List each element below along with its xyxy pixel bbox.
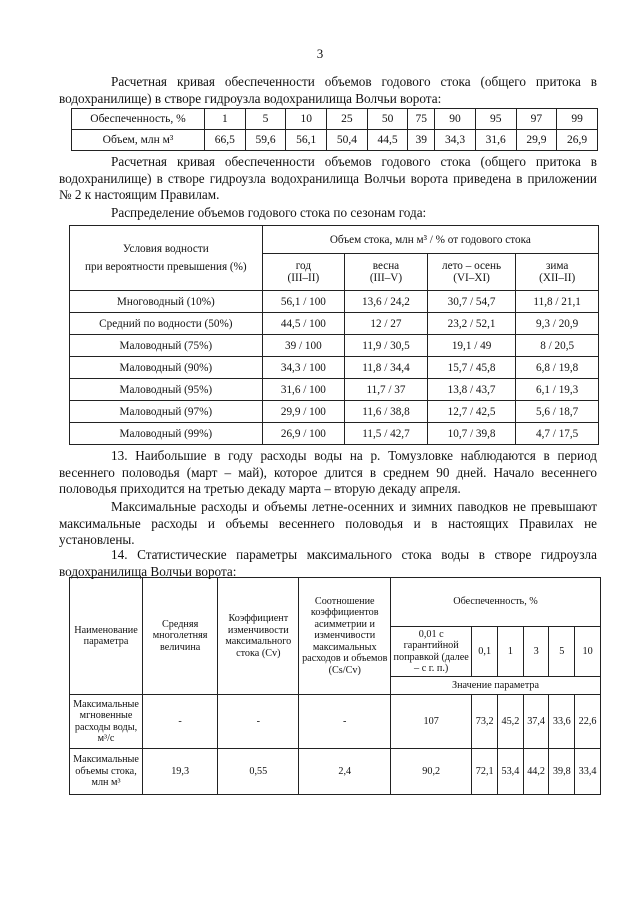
p-header: 5 [549, 627, 575, 677]
cell-p: 37,4 [523, 695, 549, 749]
table-row [70, 401, 599, 423]
table-cell: 50 [367, 109, 408, 130]
col-winter-months: (XII–II) [539, 272, 576, 284]
table-row [70, 357, 599, 379]
conditions-header-line1: Условия водности [122, 243, 209, 255]
cell-summer: 19,1 / 49 [427, 335, 515, 357]
cell-spring: 12 / 27 [345, 313, 428, 335]
table-cell: 95 [475, 109, 516, 130]
cell-spring: 11,6 / 38,8 [345, 401, 428, 423]
col-spring-header [345, 254, 428, 291]
conditions-header [70, 226, 263, 291]
cell-cs-cv: 2,4 [299, 749, 391, 795]
col-summer-label: лето – осень [442, 260, 502, 272]
row-label-volume: Объем, млн м³ [72, 130, 205, 151]
cell-mean: - [143, 695, 218, 749]
row-condition: Маловодный (97%) [70, 401, 263, 423]
table-cell: 31,6 [475, 130, 516, 151]
cell-summer: 15,7 / 45,8 [427, 357, 515, 379]
cell-spring: 11,5 / 42,7 [345, 423, 428, 445]
cv-header: Коэффициент изменчивости максимального стока (Cv) [218, 578, 299, 695]
col-summer-months: (VI–XI) [453, 272, 490, 284]
cell-spring: 11,8 / 34,4 [345, 357, 428, 379]
cell-p: 44,2 [523, 749, 549, 795]
cell-winter: 6,8 / 19,8 [516, 357, 599, 379]
table-row [70, 291, 599, 313]
table-row [70, 313, 599, 335]
seasonal-distribution-table [69, 225, 599, 445]
cell-winter: 4,7 / 17,5 [516, 423, 599, 445]
row-label-probability: Обеспеченность, % [72, 109, 205, 130]
cell-year: 34,3 / 100 [262, 357, 344, 379]
table-cell: 25 [327, 109, 368, 130]
cell-p: 33,4 [575, 749, 601, 795]
cell-spring: 13,6 / 24,2 [345, 291, 428, 313]
paragraph-floods: Максимальные расходы и объемы летне-осенних и зимних паводков не превышают максимальные расходы и объемы весеннего половодья и в настоящих Правилах не установлены. [59, 499, 597, 547]
paragraph-13: 13. Наибольшие в году расходы воды на р. Томузловке наблюдаются в период весеннего половодья (март – май), которое длится в среднем 90 дней. Начало весеннего половодья приходится на третью декаду марта – вторую декаду апреля. [59, 448, 597, 496]
table-header-row [70, 226, 599, 254]
col-year-header [262, 254, 344, 291]
row-condition: Маловодный (75%) [70, 335, 263, 357]
p001-header: 0,01 с гарантийной поправкой (далее – с г. п.) [391, 627, 472, 677]
row-condition: Маловодный (99%) [70, 423, 263, 445]
cell-summer: 10,7 / 39,8 [427, 423, 515, 445]
mean-header: Средняя многолетняя величина [143, 578, 218, 695]
col-year-label: год [295, 260, 312, 272]
table-cell: 99 [557, 109, 598, 130]
cell-winter: 6,1 / 19,3 [516, 379, 599, 401]
cell-summer: 23,2 / 52,1 [427, 313, 515, 335]
table-cell: 90 [435, 109, 476, 130]
row-param-name: Максимальные мгновенные расходы воды, м³/с [70, 695, 143, 749]
cell-spring: 11,7 / 37 [345, 379, 428, 401]
cell-p: 72,1 [472, 749, 498, 795]
param-name-header: Наименование параметра [70, 578, 143, 695]
row-condition: Маловодный (95%) [70, 379, 263, 401]
cell-p: 53,4 [498, 749, 524, 795]
cell-p001: 107 [391, 695, 472, 749]
row-condition: Многоводный (10%) [70, 291, 263, 313]
cell-p: 39,8 [549, 749, 575, 795]
cell-winter: 9,3 / 20,9 [516, 313, 599, 335]
cell-mean: 19,3 [143, 749, 218, 795]
probability-header: Обеспеченность, % [391, 578, 601, 627]
table-cell: 34,3 [435, 130, 476, 151]
table-cell: 44,5 [367, 130, 408, 151]
cell-p: 45,2 [498, 695, 524, 749]
cell-summer: 30,7 / 54,7 [427, 291, 515, 313]
table-cell: 26,9 [557, 130, 598, 151]
volume-header: Объем стока, млн м³ / % от годового стока [262, 226, 598, 254]
table-row [70, 695, 601, 749]
cell-year: 31,6 / 100 [262, 379, 344, 401]
cell-p: 73,2 [472, 695, 498, 749]
paragraph-curve-appendix: Расчетная кривая обеспеченности объемов годового стока (общего притока в водохранилище) в створе гидроузла водохранилища Волчьи ворота приведена в приложении № 2 к настоящим Правилам. [59, 154, 597, 202]
probability-curve-table [71, 108, 598, 151]
table-cell: 66,5 [205, 130, 246, 151]
table-cell: 59,6 [245, 130, 286, 151]
table-cell: 1 [205, 109, 246, 130]
page-number: 3 [316, 46, 324, 61]
row-param-name: Максимальные объемы стока, млн м³ [70, 749, 143, 795]
cell-year: 26,9 / 100 [262, 423, 344, 445]
paragraph-14: 14. Статистические параметры максимального стока воды в створе гидроузла водохранилища Волчьи ворота: [59, 547, 597, 579]
p-header: 10 [575, 627, 601, 677]
col-winter-label: зима [545, 260, 569, 272]
table-header-row [70, 578, 601, 627]
cell-winter: 11,8 / 21,1 [516, 291, 599, 313]
cell-year: 56,1 / 100 [262, 291, 344, 313]
table-cell: 39 [408, 130, 435, 151]
table-cell: 29,9 [516, 130, 557, 151]
paragraph-seasonal-intro: Распределение объемов годового стока по сезонам года: [111, 205, 427, 220]
cell-summer: 13,8 / 43,7 [427, 379, 515, 401]
cell-p001: 90,2 [391, 749, 472, 795]
table-cell: 56,1 [286, 130, 327, 151]
table-row [70, 379, 599, 401]
row-condition: Маловодный (90%) [70, 357, 263, 379]
cell-p: 22,6 [575, 695, 601, 749]
table-cell: 10 [286, 109, 327, 130]
col-year-months: (III–II) [287, 272, 320, 284]
cell-winter: 8 / 20,5 [516, 335, 599, 357]
p-header: 1 [498, 627, 524, 677]
table-row [70, 423, 599, 445]
p-header: 0,1 [472, 627, 498, 677]
table-row [70, 749, 601, 795]
cell-winter: 5,6 / 18,7 [516, 401, 599, 423]
value-header: Значение параметра [391, 677, 601, 695]
max-flow-parameters-table [69, 577, 601, 795]
conditions-header-line2: при вероятности превышения (%) [84, 261, 247, 273]
table-row [72, 130, 598, 151]
cell-cv: - [218, 695, 299, 749]
row-condition: Средний по водности (50%) [70, 313, 263, 335]
p-header: 3 [523, 627, 549, 677]
cell-spring: 11,9 / 30,5 [345, 335, 428, 357]
paragraph-curve-intro: Расчетная кривая обеспеченности объемов годового стока (общего притока в водохранилище) в створе гидроузла водохранилища Волчьи ворота: [59, 74, 597, 106]
table-cell: 5 [245, 109, 286, 130]
col-spring-months: (III–V) [369, 272, 403, 284]
cell-year: 29,9 / 100 [262, 401, 344, 423]
table-cell: 50,4 [327, 130, 368, 151]
table-row [72, 109, 598, 130]
cell-cs-cv: - [299, 695, 391, 749]
cs-cv-header: Соотношение коэффициентов асимметрии и изменчивости максимальных расходов и объемов (Cs/Cv) [299, 578, 391, 695]
table-cell: 75 [408, 109, 435, 130]
col-spring-label: весна [372, 260, 400, 272]
col-summer-header [427, 254, 515, 291]
col-winter-header [516, 254, 599, 291]
table-row [70, 335, 599, 357]
cell-p: 33,6 [549, 695, 575, 749]
cell-year: 39 / 100 [262, 335, 344, 357]
table-cell: 97 [516, 109, 557, 130]
cell-year: 44,5 / 100 [262, 313, 344, 335]
cell-summer: 12,7 / 42,5 [427, 401, 515, 423]
cell-cv: 0,55 [218, 749, 299, 795]
